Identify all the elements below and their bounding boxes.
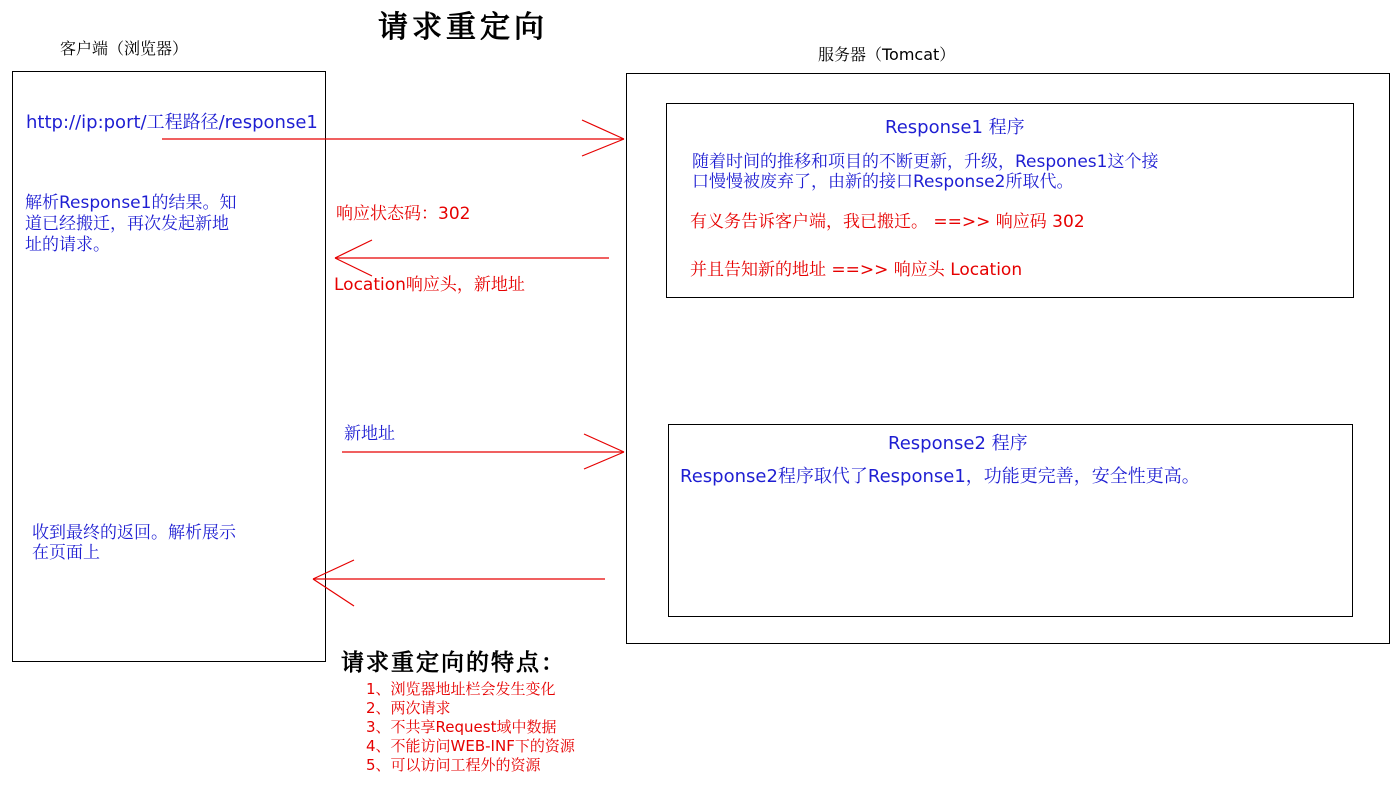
page-title: 请求重定向 — [378, 10, 548, 45]
response1-note-302: 有义务告诉客户端，我已搬迁。 ==>> 响应码 302 — [690, 212, 1085, 232]
new-request-arrow — [342, 434, 624, 469]
client-final-line: 收到最终的返回。解析展示 — [32, 523, 236, 543]
response1-desc-line: 随着时间的推移和项目的不断更新，升级，Respones1这个接 — [692, 152, 1159, 172]
request-arrow — [162, 120, 624, 156]
response1-note-location: 并且告知新的地址 ==>> 响应头 Location — [690, 260, 1023, 280]
client-parse-line: 道已经搬迁，再次发起新地 — [25, 214, 229, 234]
client-final-line: 在页面上 — [32, 543, 100, 563]
feature-item: 1、浏览器地址栏会发生变化 — [366, 680, 556, 698]
location-header-label: Location响应头，新地址 — [334, 275, 525, 295]
feature-item: 4、不能访问WEB-INF下的资源 — [366, 737, 575, 755]
response1-desc-line: 口慢慢被废弃了，由新的接口Response2所取代。 — [692, 172, 1074, 192]
server-label: 服务器（Tomcat） — [818, 45, 956, 64]
feature-item: 5、可以访问工程外的资源 — [366, 756, 541, 774]
feature-item: 3、不共享Request域中数据 — [366, 718, 557, 736]
feature-item: 2、两次请求 — [366, 699, 451, 717]
new-address-label: 新地址 — [344, 424, 395, 444]
client-label: 客户端（浏览器） — [60, 39, 189, 58]
response1-title: Response1 程序 — [885, 117, 1025, 138]
client-parse-line: 解析Response1的结果。知 — [25, 193, 237, 213]
final-response-arrow — [313, 560, 605, 606]
response2-description: Response2程序取代了Response1，功能更完善，安全性更高。 — [680, 466, 1200, 487]
response-302-arrow — [335, 240, 609, 276]
status-code-label: 响应状态码：302 — [336, 204, 471, 224]
client-request-url: http://ip:port/工程路径/response1 — [26, 112, 318, 133]
features-title: 请求重定向的特点： — [341, 649, 566, 676]
client-parse-line: 址的请求。 — [25, 235, 110, 255]
response2-title: Response2 程序 — [888, 433, 1028, 454]
